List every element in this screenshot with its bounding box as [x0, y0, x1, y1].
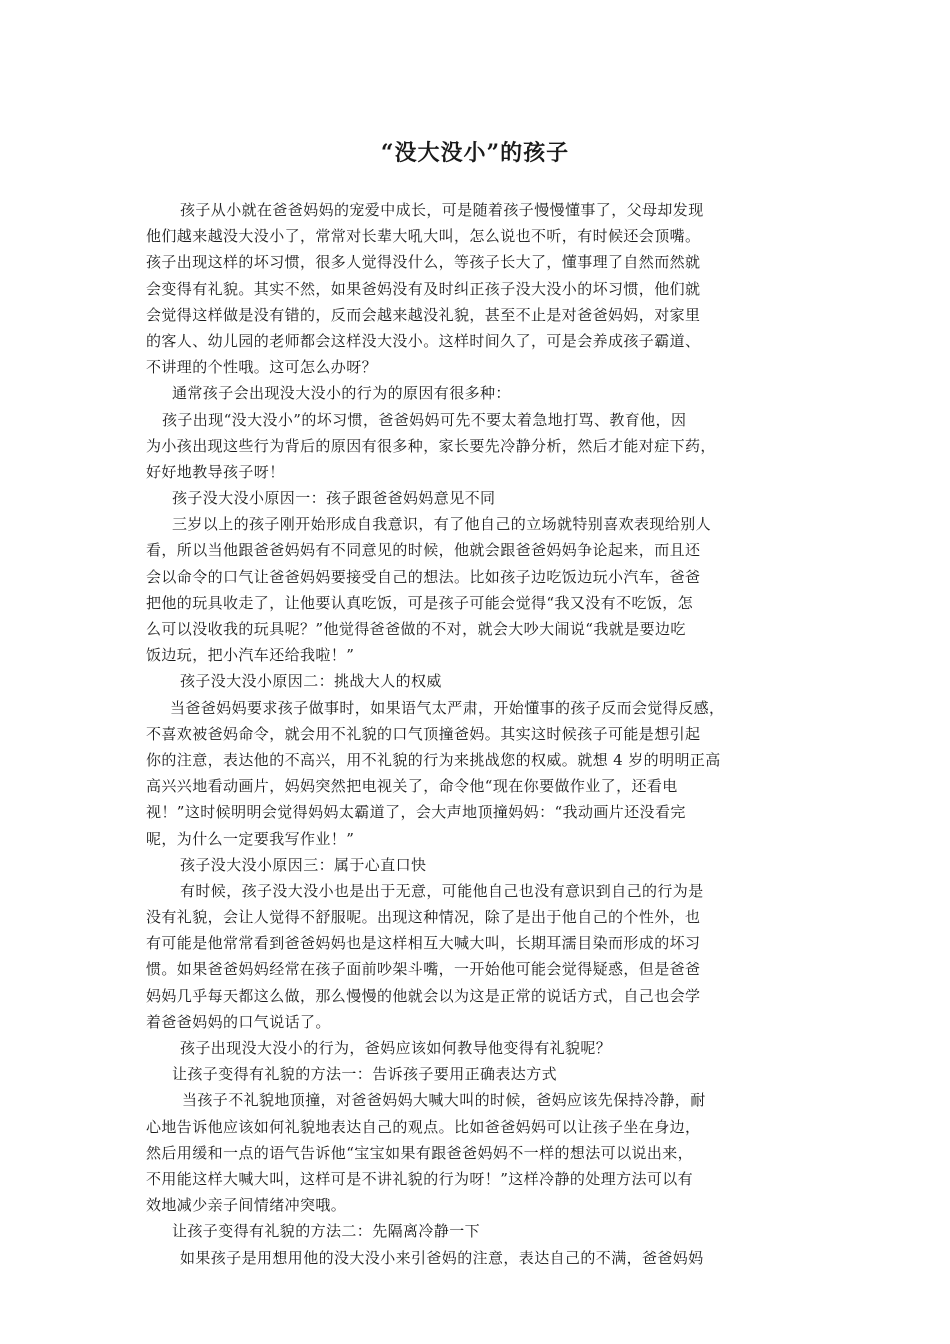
text-line: 的客人、幼儿园的老师都会这样没大没小。这样时间久了，可是会养成孩子霸道、	[146, 331, 701, 350]
text-line: 孩子从小就在爸爸妈妈的宠爱中成长，可是随着孩子慢慢懂事了，父母却发现	[180, 201, 704, 219]
text-line: 不用能这样大喊大叫，这样可是不讲礼貌的行为呀！”这样冷静的处理方法可以有	[146, 1169, 694, 1188]
text-line: 孩子没大没小原因一：孩子跟爸爸妈妈意见不同	[172, 489, 496, 508]
text-line: 效地减少亲子间情绪冲突哦。	[146, 1196, 347, 1215]
text-line: 会以命令的口气让爸爸妈妈要接受自己的想法。比如孩子边吃饭边玩小汽车，爸爸	[146, 567, 701, 586]
text-line: 有时候，孩子没大没小也是出于无意，可能他自己也没有意识到自己的行为是	[180, 881, 704, 900]
text-line: 让孩子变得有礼貌的方法一：告诉孩子要用正确表达方式	[172, 1065, 558, 1084]
text-line: 高兴兴地看动画片，妈妈突然把电视关了，命令他“现在你要做作业了，还看电	[146, 777, 678, 796]
text-line: 三岁以上的孩子刚开始形成自我意识，有了他自己的立场就特别喜欢表现给别人	[172, 515, 712, 534]
text-line: 为小孩出现这些行为背后的原因有很多种，家长要先冷静分析，然后才能对症下药，	[146, 436, 716, 455]
text-line: 呢，为什么一定要我写作业！”	[146, 829, 355, 848]
text-line: 你的注意，表达他的不高兴，用不礼貌的行为来挑战您的权威。就想 4 岁的明明正高	[146, 750, 721, 769]
text-line: 通常孩子会出现没大没小的行为的原因有很多种：	[172, 384, 511, 403]
text-line: 么可以没收我的玩具呢？”他觉得爸爸做的不对，就会大吵大闹说“我就是要边吃	[146, 620, 686, 638]
text-line: 然后用缓和一点的语气告诉他“宝宝如果有跟爸爸妈妈不一样的想法可以说出来，	[146, 1143, 694, 1162]
text-line: 当爸爸妈妈要求孩子做事时，如果语气太严肃，开始懂事的孩子反而会觉得反感，	[170, 698, 725, 717]
text-line: 好好地教导孩子呀！	[146, 462, 285, 481]
text-line: 心地告诉他应该如何礼貌地表达自己的观点。比如爸爸妈妈可以让孩子坐在身边，	[146, 1117, 701, 1136]
text-line: 他们越来越没大没小了，常常对长辈大吼大叫，怎么说也不听，有时候还会顶嘴。	[146, 227, 701, 246]
text-line: 把他的玩具收走了，让他要认真吃饭，可是孩子可能会觉得“我又没有不吃饭，怎	[146, 593, 694, 612]
text-line: 不讲理的个性哦。这可怎么办呀？	[146, 358, 378, 377]
text-line: 孩子出现“没大没小”的坏习惯，爸爸妈妈可先不要太着急地打骂、教育他，因	[162, 410, 687, 429]
text-line: 会觉得这样做是没有错的，反而会越来越没礼貌，甚至不止是对爸爸妈妈，对家里	[146, 305, 701, 324]
document-title: “没大没小”的孩子	[380, 140, 570, 166]
text-line: 如果孩子是用想用他的没大没小来引爸妈的注意，表达自己的不满，爸爸妈妈	[180, 1248, 704, 1267]
text-line: 孩子出现没大没小的行为，爸妈应该如何教导他变得有礼貌呢？	[180, 1039, 612, 1057]
text-line: 孩子出现这样的坏习惯，很多人觉得没什么，等孩子长大了，懂事理了自然而然就	[146, 253, 701, 272]
text-line: 视！”这时候明明会觉得妈妈太霸道了，会大声地顶撞妈妈：“我动画片还没看完	[146, 803, 686, 822]
text-line: 会变得有礼貌。其实不然，如果爸妈没有及时纠正孩子没大没小的坏习惯，他们就	[146, 279, 701, 298]
text-line: 孩子没大没小原因三：属于心直口快	[180, 855, 427, 874]
text-line: 孩子没大没小原因二：挑战大人的权威	[180, 672, 442, 691]
text-line: 当孩子不礼貌地顶撞，对爸爸妈妈大喊大叫的时候，爸妈应该先保持冷静，耐	[182, 1091, 706, 1110]
text-line: 饭边玩，把小汽车还给我啦！”	[146, 646, 355, 665]
text-line: 妈妈几乎每天都这么做，那么慢慢的他就会以为这是正常的说话方式，自己也会学	[146, 986, 701, 1005]
text-line: 让孩子变得有礼貌的方法二：先隔离冷静一下	[172, 1222, 481, 1241]
text-line: 看，所以当他跟爸爸妈妈有不同意见的时候，他就会跟爸爸妈妈争论起来，而且还	[146, 541, 701, 560]
text-line: 有可能是他常常看到爸爸妈妈也是这样相互大喊大叫，长期耳濡目染而形成的坏习	[146, 934, 701, 953]
text-line: 着爸爸妈妈的口气说话了。	[146, 1012, 331, 1031]
text-line: 惯。如果爸爸妈妈经常在孩子面前吵架斗嘴，一开始他可能会觉得疑惑，但是爸爸	[146, 960, 701, 979]
text-line: 不喜欢被爸妈命令，就会用不礼貌的口气顶撞爸妈。其实这时候孩子可能是想引起	[146, 724, 701, 743]
text-line: 没有礼貌，会让人觉得不舒服呢。出现这种情况，除了是出于他自己的个性外，也	[146, 908, 701, 927]
document-body	[146, 197, 811, 1271]
